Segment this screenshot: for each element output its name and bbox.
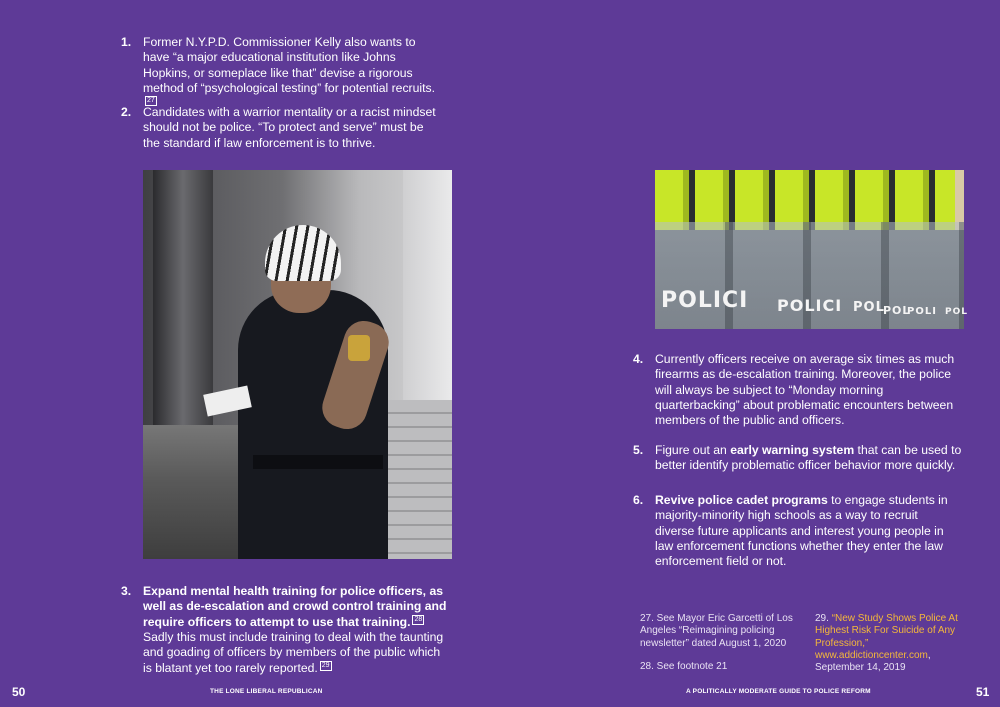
shield-label: POLI	[907, 306, 937, 317]
footnote-ref-27[interactable]: 27	[147, 97, 155, 105]
list-item-4	[633, 352, 965, 428]
item-text: Candidates with a warrior mentality or a racist mindset should not be police. “To protect and serve” must be the standard if law enforcement is to thrive.	[143, 105, 436, 150]
list-item-6: 6. Revive police cadet programs to engage students in majority-minority high schools as a way to recruit diverse future applicants and interest young people in law enforcement functions whether they enter the law enforcement field or not.	[633, 493, 948, 569]
photo-officer-reading	[143, 170, 452, 559]
shield-label: POL	[883, 304, 911, 317]
item-text: Currently officers receive on average six times as much firearms as de-escalation training. Moreover, the police will always be subject to “Monday morning quarterbacking” about problematic encounters between members of the public and officers.	[655, 352, 955, 428]
list-item-1	[121, 35, 443, 112]
shield-label: POLICI	[777, 296, 843, 315]
item-text: Former N.Y.P.D. Commissioner Kelly also wants to have “a major educational institution like Johns Hopkins, or someplace like that” devise a rigorous method of “psychological testing” for potential recruits.	[143, 35, 435, 95]
shield-label: POLICI	[661, 288, 749, 313]
footnote-ref-28[interactable]: 28	[414, 615, 423, 623]
item-number: 5.	[633, 443, 644, 457]
footnote-28: 28. See footnote 21	[640, 661, 728, 672]
item-bold-text: early warning system	[730, 443, 855, 457]
list-item-5: 5. Figure out an early warning system that can be used to better identify problematic officer behavior more quickly.	[633, 443, 962, 473]
running-title-left: THE LONE LIBERAL REPUBLICAN	[210, 688, 323, 695]
photo-riot-police-line	[655, 170, 968, 329]
item-number: 4.	[633, 352, 644, 366]
item-number: 3.	[121, 584, 132, 598]
footnote-ref-29[interactable]: 29	[321, 661, 330, 669]
item-text: Sadly this must include training to deal with the taunting and goading of officers by members of the public which is blatant yet too rarely reported.	[143, 629, 444, 675]
item-number: 2.	[121, 105, 132, 119]
footnote-29: 29. “New Study Shows Police At Highest Risk For Suicide of Any Profession,” www.addictioncenter.com, September 14, 2019	[815, 613, 958, 674]
item-number: 6.	[633, 493, 644, 507]
item-bold-text: Expand mental health training for police officers, as well as de-escalation and crowd control training and require officers to attempt to use that training.	[143, 584, 447, 629]
page-number-left: 50	[12, 685, 26, 699]
running-title-right: A POLITICALLY MODERATE GUIDE TO POLICE REFORM	[686, 688, 871, 695]
right-page	[500, 0, 1000, 707]
footnote-27: 27. See Mayor Eric Garcetti of Los Angeles “Reimagining policing newsletter” dated August 1, 2020	[640, 613, 793, 649]
footnote-29-link[interactable]: “New Study Shows Police At Highest Risk For Suicide of Any Profession,” www.addictioncenter.com	[815, 613, 958, 661]
item-number: 1.	[121, 35, 132, 49]
page-number-right: 51	[976, 685, 990, 699]
item-bold-text: Revive police cadet programs	[655, 493, 828, 507]
shield-label: POL	[853, 300, 885, 315]
list-item-3	[121, 584, 448, 676]
list-item-2	[121, 105, 443, 151]
shield-label: POL	[945, 307, 968, 317]
